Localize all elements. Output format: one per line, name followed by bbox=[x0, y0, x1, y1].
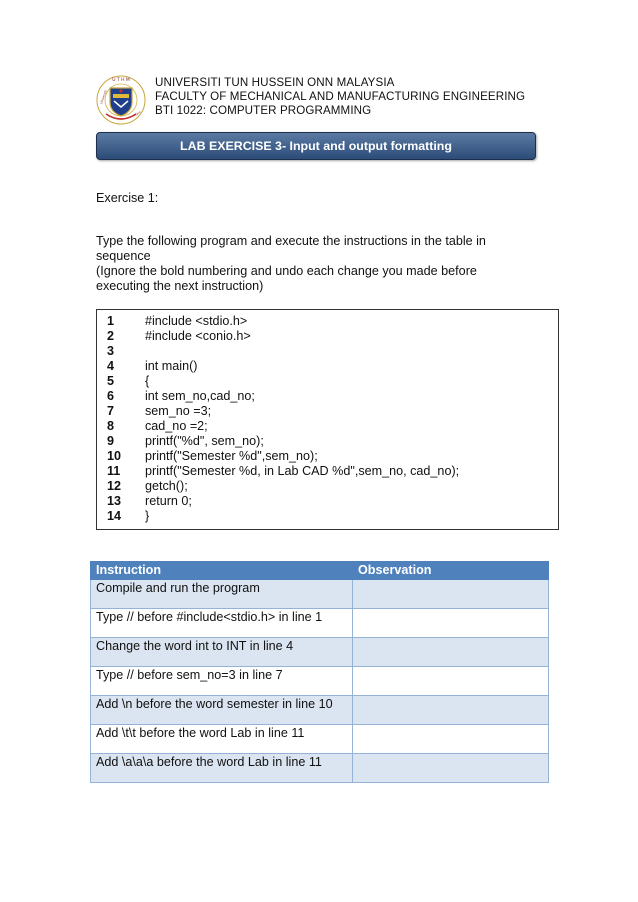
instruction-cell: Type // before #include<stdio.h> in line 1 bbox=[91, 609, 353, 638]
table-row bbox=[91, 696, 549, 725]
table-row bbox=[91, 638, 549, 667]
instruction-cell: Add \n before the word semester in line 10 bbox=[91, 696, 353, 725]
table-row bbox=[91, 725, 549, 754]
svg-text:Universiti: Universiti bbox=[99, 89, 108, 105]
line-number: 12 bbox=[107, 479, 122, 493]
code-text: #include <conio.h> bbox=[145, 329, 251, 343]
code-line bbox=[107, 419, 208, 434]
line-number: 4 bbox=[107, 359, 115, 373]
header-observation: Observation bbox=[353, 562, 549, 580]
table-row bbox=[91, 667, 549, 696]
code-text: #include <stdio.h> bbox=[145, 314, 248, 328]
code-text: } bbox=[145, 509, 150, 523]
instructions-block bbox=[96, 234, 526, 294]
observation-cell bbox=[353, 696, 549, 725]
line-number: 10 bbox=[107, 449, 122, 463]
instruction-cell: Compile and run the program bbox=[91, 580, 353, 609]
svg-text:Onn: Onn bbox=[134, 110, 142, 117]
observation-cell bbox=[353, 725, 549, 754]
code-line bbox=[107, 344, 145, 359]
code-line bbox=[107, 329, 251, 344]
code-line bbox=[107, 464, 459, 479]
table-row bbox=[91, 609, 549, 638]
code-line bbox=[107, 359, 197, 374]
lab-title: LAB EXERCISE 3- Input and output formatting bbox=[180, 139, 452, 153]
code-text: printf("Semester %d, in Lab CAD %d",sem_no, cad_no); bbox=[145, 464, 460, 478]
line-number: 3 bbox=[107, 344, 115, 358]
code-line bbox=[107, 404, 211, 419]
header-instruction: Instruction bbox=[91, 562, 353, 580]
observation-cell bbox=[353, 609, 549, 638]
code-line bbox=[107, 449, 318, 464]
code-line bbox=[107, 509, 149, 524]
table-row bbox=[91, 754, 549, 783]
course-name: BTI 1022: COMPUTER PROGRAMMING bbox=[155, 104, 372, 117]
header-text-block bbox=[155, 76, 525, 118]
svg-text:U T H M: U T H M bbox=[112, 78, 130, 83]
code-text: return 0; bbox=[145, 494, 192, 508]
lab-title-banner bbox=[96, 132, 536, 160]
code-text: cad_no =2; bbox=[145, 419, 208, 433]
instruction-note: (Ignore the bold numbering and undo each change you made before executing the next instruction) bbox=[96, 264, 477, 293]
exercise-label: Exercise 1: bbox=[96, 191, 159, 205]
observation-cell bbox=[353, 667, 549, 696]
line-number: 14 bbox=[107, 509, 122, 523]
table-row bbox=[91, 580, 549, 609]
instruction-cell: Type // before sem_no=3 in line 7 bbox=[91, 667, 353, 696]
university-name: UNIVERSITI TUN HUSSEIN ONN MALAYSIA bbox=[155, 76, 395, 89]
line-number: 1 bbox=[107, 314, 115, 328]
code-line bbox=[107, 494, 192, 509]
code-listing-box bbox=[96, 309, 559, 530]
observation-cell bbox=[353, 638, 549, 667]
code-line bbox=[107, 479, 188, 494]
line-number: 7 bbox=[107, 404, 115, 418]
line-number: 8 bbox=[107, 419, 115, 433]
line-number: 5 bbox=[107, 374, 115, 388]
observation-cell bbox=[353, 580, 549, 609]
code-line bbox=[107, 434, 264, 449]
code-text: { bbox=[145, 374, 150, 388]
instruction-text: Type the following program and execute the instructions in the table in sequence bbox=[96, 234, 486, 263]
uthm-crest-icon bbox=[96, 74, 146, 126]
code-line bbox=[107, 389, 255, 404]
code-text: int main() bbox=[145, 359, 198, 373]
code-text: getch(); bbox=[145, 479, 188, 493]
line-number: 6 bbox=[107, 389, 115, 403]
code-text: sem_no =3; bbox=[145, 404, 212, 418]
line-number: 11 bbox=[107, 464, 121, 478]
line-number: 13 bbox=[107, 494, 122, 508]
faculty-name: FACULTY OF MECHANICAL AND MANUFACTURING ENGINEERING bbox=[155, 90, 526, 103]
code-text: int sem_no,cad_no; bbox=[145, 389, 255, 403]
code-line bbox=[107, 314, 247, 329]
instruction-cell: Change the word int to INT in line 4 bbox=[91, 638, 353, 667]
line-number: 2 bbox=[107, 329, 115, 343]
instruction-cell: Add \a\a\a before the word Lab in line 11 bbox=[91, 754, 353, 783]
code-text: printf("%d", sem_no); bbox=[145, 434, 264, 448]
observation-cell bbox=[353, 754, 549, 783]
line-number: 9 bbox=[107, 434, 115, 448]
code-text: printf("Semester %d",sem_no); bbox=[145, 449, 318, 463]
instruction-observation-table bbox=[90, 561, 549, 783]
code-line bbox=[107, 374, 149, 389]
table-header-row bbox=[91, 562, 549, 580]
instruction-cell: Add \t\t before the word Lab in line 11 bbox=[91, 725, 353, 754]
